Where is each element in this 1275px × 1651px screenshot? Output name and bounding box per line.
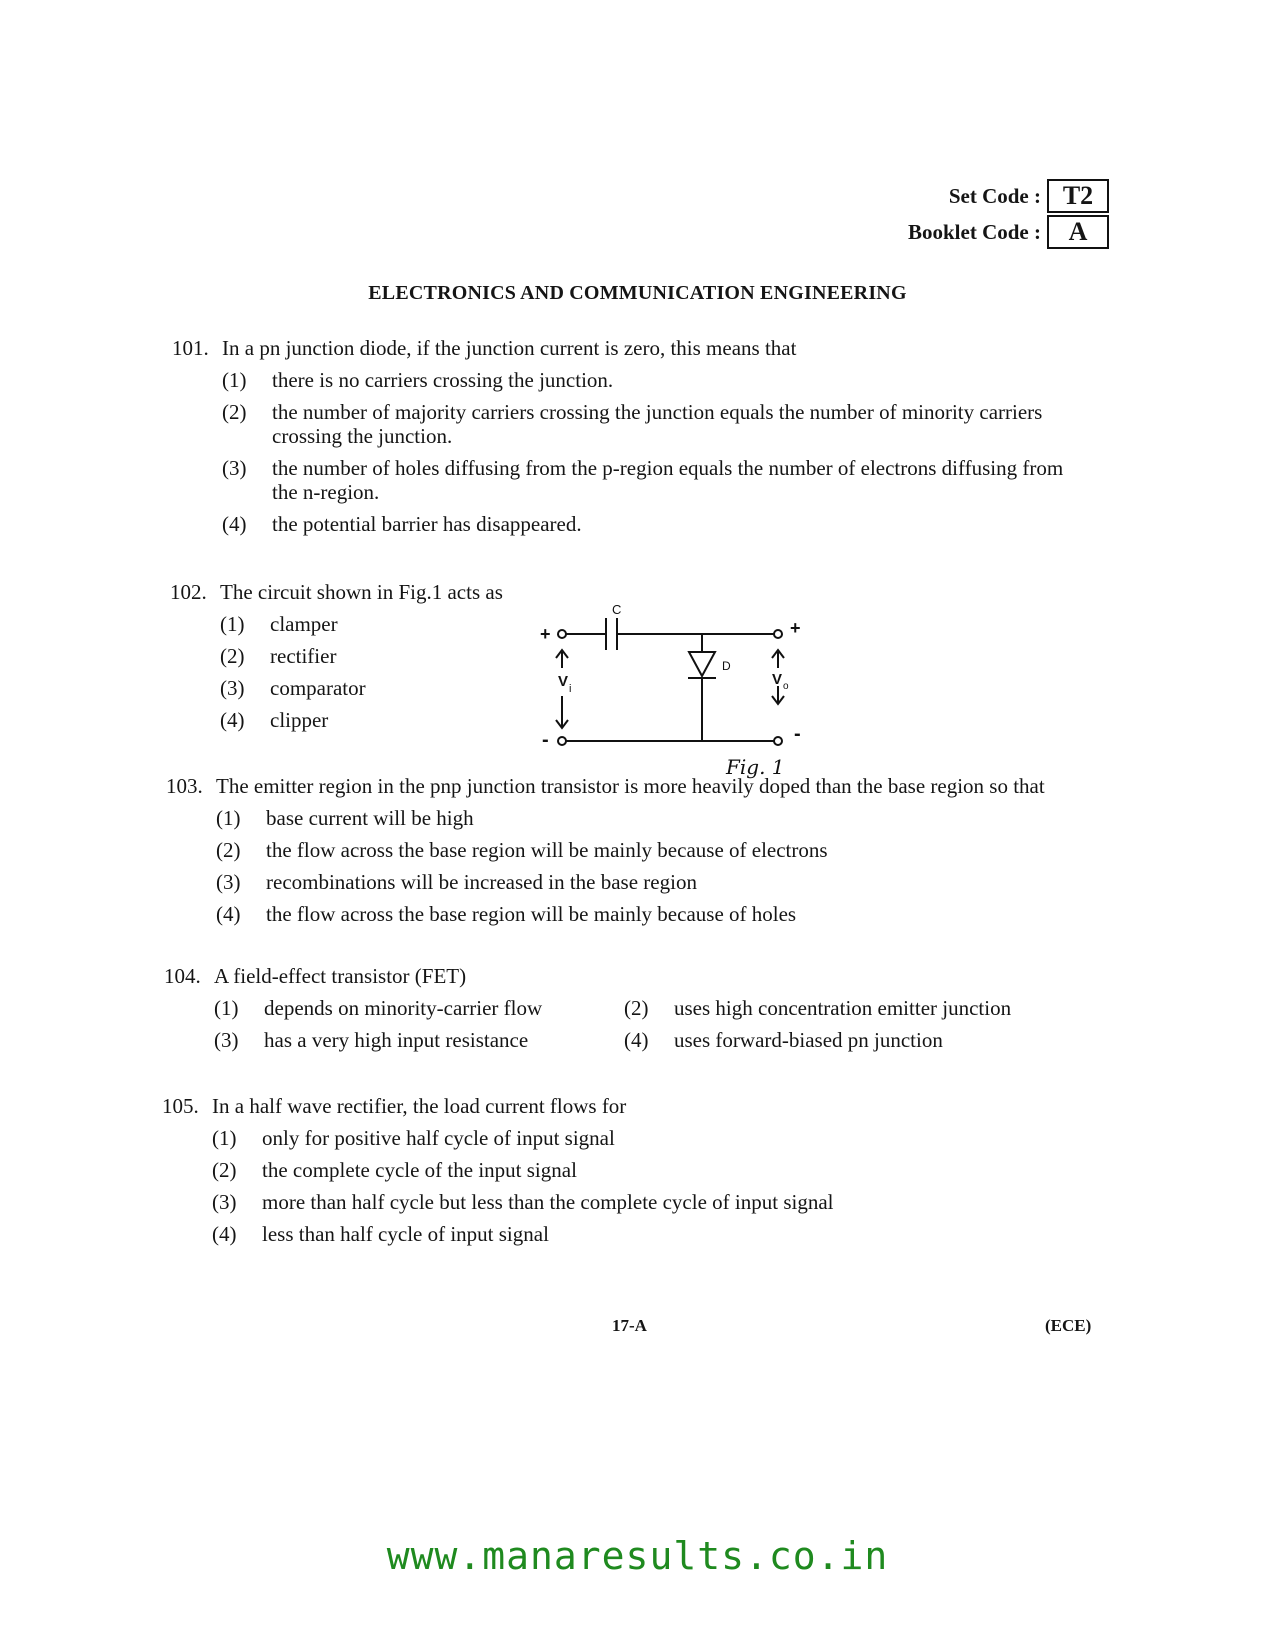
option-text: the flow across the base region will be mainly because of holes	[266, 902, 797, 926]
option	[214, 996, 624, 1020]
option	[222, 512, 1072, 536]
option-number: (2)	[220, 644, 245, 668]
question-number: 101.	[172, 336, 209, 360]
question-101	[172, 336, 1072, 536]
option-text: the potential barrier has disappeared.	[272, 512, 582, 536]
option	[216, 870, 1076, 894]
booklet-code-row	[789, 214, 1109, 250]
option-number: (2)	[222, 400, 247, 424]
option-text: base current will be high	[266, 806, 474, 830]
input-voltage-label: V	[558, 673, 569, 690]
input-terminal-bottom	[558, 737, 566, 745]
option-text: less than half cycle of input signal	[262, 1222, 549, 1246]
option	[222, 400, 1072, 448]
option	[212, 1158, 1072, 1182]
option-number: (3)	[222, 456, 247, 480]
question-102	[170, 580, 540, 732]
option	[212, 1126, 1072, 1150]
option-text: the complete cycle of the input signal	[262, 1158, 577, 1182]
option	[220, 676, 540, 700]
diode-label: D	[722, 659, 731, 673]
input-plus: +	[540, 624, 551, 644]
option-text: there is no carriers crossing the junction.	[272, 368, 614, 392]
option-number: (2)	[212, 1158, 237, 1182]
option-text: depends on minority-carrier flow	[264, 996, 543, 1020]
option-grid	[214, 996, 1074, 1052]
subject-title: ELECTRONICS AND COMMUNICATION ENGINEERING	[368, 282, 907, 304]
option-number: (3)	[216, 870, 241, 894]
option-text: the flow across the base region will be mainly because of electrons	[266, 838, 828, 862]
option	[216, 902, 1076, 926]
question-number: 103.	[166, 774, 203, 798]
option-number: (3)	[214, 1028, 239, 1052]
option-number: (1)	[216, 806, 241, 830]
input-voltage-subscript: i	[569, 683, 572, 695]
booklet-code-value: A	[1047, 215, 1109, 249]
question-stem: In a half wave rectifier, the load current flows for	[212, 1094, 627, 1118]
diode-triangle	[689, 652, 715, 676]
input-minus: -	[542, 729, 549, 751]
question-104	[164, 964, 1074, 1052]
option-number: (4)	[212, 1222, 237, 1246]
option	[220, 644, 540, 668]
option	[212, 1190, 1072, 1214]
option-text: recombinations will be increased in the base region	[266, 870, 697, 894]
option	[222, 368, 1072, 392]
option	[624, 996, 1084, 1020]
exam-codes	[789, 178, 1109, 250]
option-number: (1)	[212, 1126, 237, 1150]
question-105	[162, 1094, 1072, 1246]
question-stem: In a pn junction diode, if the junction current is zero, this means that	[222, 336, 797, 360]
figure-caption: Fig. 1	[726, 755, 785, 779]
option	[220, 612, 540, 636]
question-stem: The emitter region in the pnp junction transistor is more heavily doped than the base region so that	[216, 774, 1045, 798]
option-text: has a very high input resistance	[264, 1028, 529, 1052]
output-terminal-top	[774, 630, 782, 638]
input-terminal-top	[558, 630, 566, 638]
option-number: (2)	[216, 838, 241, 862]
circuit-figure	[540, 600, 840, 790]
option-text: only for positive half cycle of input signal	[262, 1126, 615, 1150]
option-text: uses forward-biased pn junction	[674, 1028, 943, 1052]
booklet-code-label: Booklet Code :	[908, 219, 1041, 244]
option-number: (1)	[220, 612, 245, 636]
option-text: uses high concentration emitter junction	[674, 996, 1012, 1020]
option	[220, 708, 540, 732]
option-number: (3)	[220, 676, 245, 700]
option-number: (4)	[222, 512, 247, 536]
option-text: comparator	[270, 676, 366, 700]
option-text: the number of majority carriers crossing the junction equals the number of minority carriers crossing the junction.	[272, 400, 1043, 448]
output-voltage-label: V	[772, 671, 783, 688]
output-plus: +	[790, 618, 801, 638]
question-number: 105.	[162, 1094, 199, 1118]
subject-code: (ECE)	[1045, 1316, 1092, 1335]
output-terminal-bottom	[774, 737, 782, 745]
question-103	[166, 774, 1076, 926]
capacitor-label: C	[612, 602, 622, 617]
option	[216, 838, 1076, 862]
website-link[interactable]: www.manaresults.co.in	[386, 1534, 889, 1578]
option	[624, 1028, 1084, 1052]
option-number: (4)	[624, 1028, 649, 1052]
option-number: (2)	[624, 996, 649, 1020]
output-minus: -	[794, 723, 801, 745]
question-number: 104.	[164, 964, 201, 988]
option-number: (1)	[222, 368, 247, 392]
option	[216, 806, 1076, 830]
option-number: (4)	[220, 708, 245, 732]
option	[214, 1028, 624, 1052]
option-text: more than half cycle but less than the complete cycle of input signal	[262, 1190, 834, 1214]
option-text: the number of holes diffusing from the p-region equals the number of electrons diffusing from the n-region.	[272, 456, 1064, 504]
question-stem: The circuit shown in Fig.1 acts as	[220, 580, 503, 604]
option-text: rectifier	[270, 644, 337, 668]
option-number: (4)	[216, 902, 241, 926]
page-code: 17-A	[612, 1316, 647, 1335]
option-number: (3)	[212, 1190, 237, 1214]
option-text: clipper	[270, 708, 329, 732]
question-number: 102.	[170, 580, 207, 604]
option-text: clamper	[270, 612, 338, 636]
option	[222, 456, 1072, 504]
option	[212, 1222, 1072, 1246]
set-code-row	[789, 178, 1109, 214]
set-code-label: Set Code :	[948, 183, 1041, 208]
output-voltage-subscript: o	[783, 681, 789, 692]
set-code-value: T2	[1047, 179, 1109, 213]
question-stem: A field-effect transistor (FET)	[214, 964, 467, 988]
option-number: (1)	[214, 996, 239, 1020]
